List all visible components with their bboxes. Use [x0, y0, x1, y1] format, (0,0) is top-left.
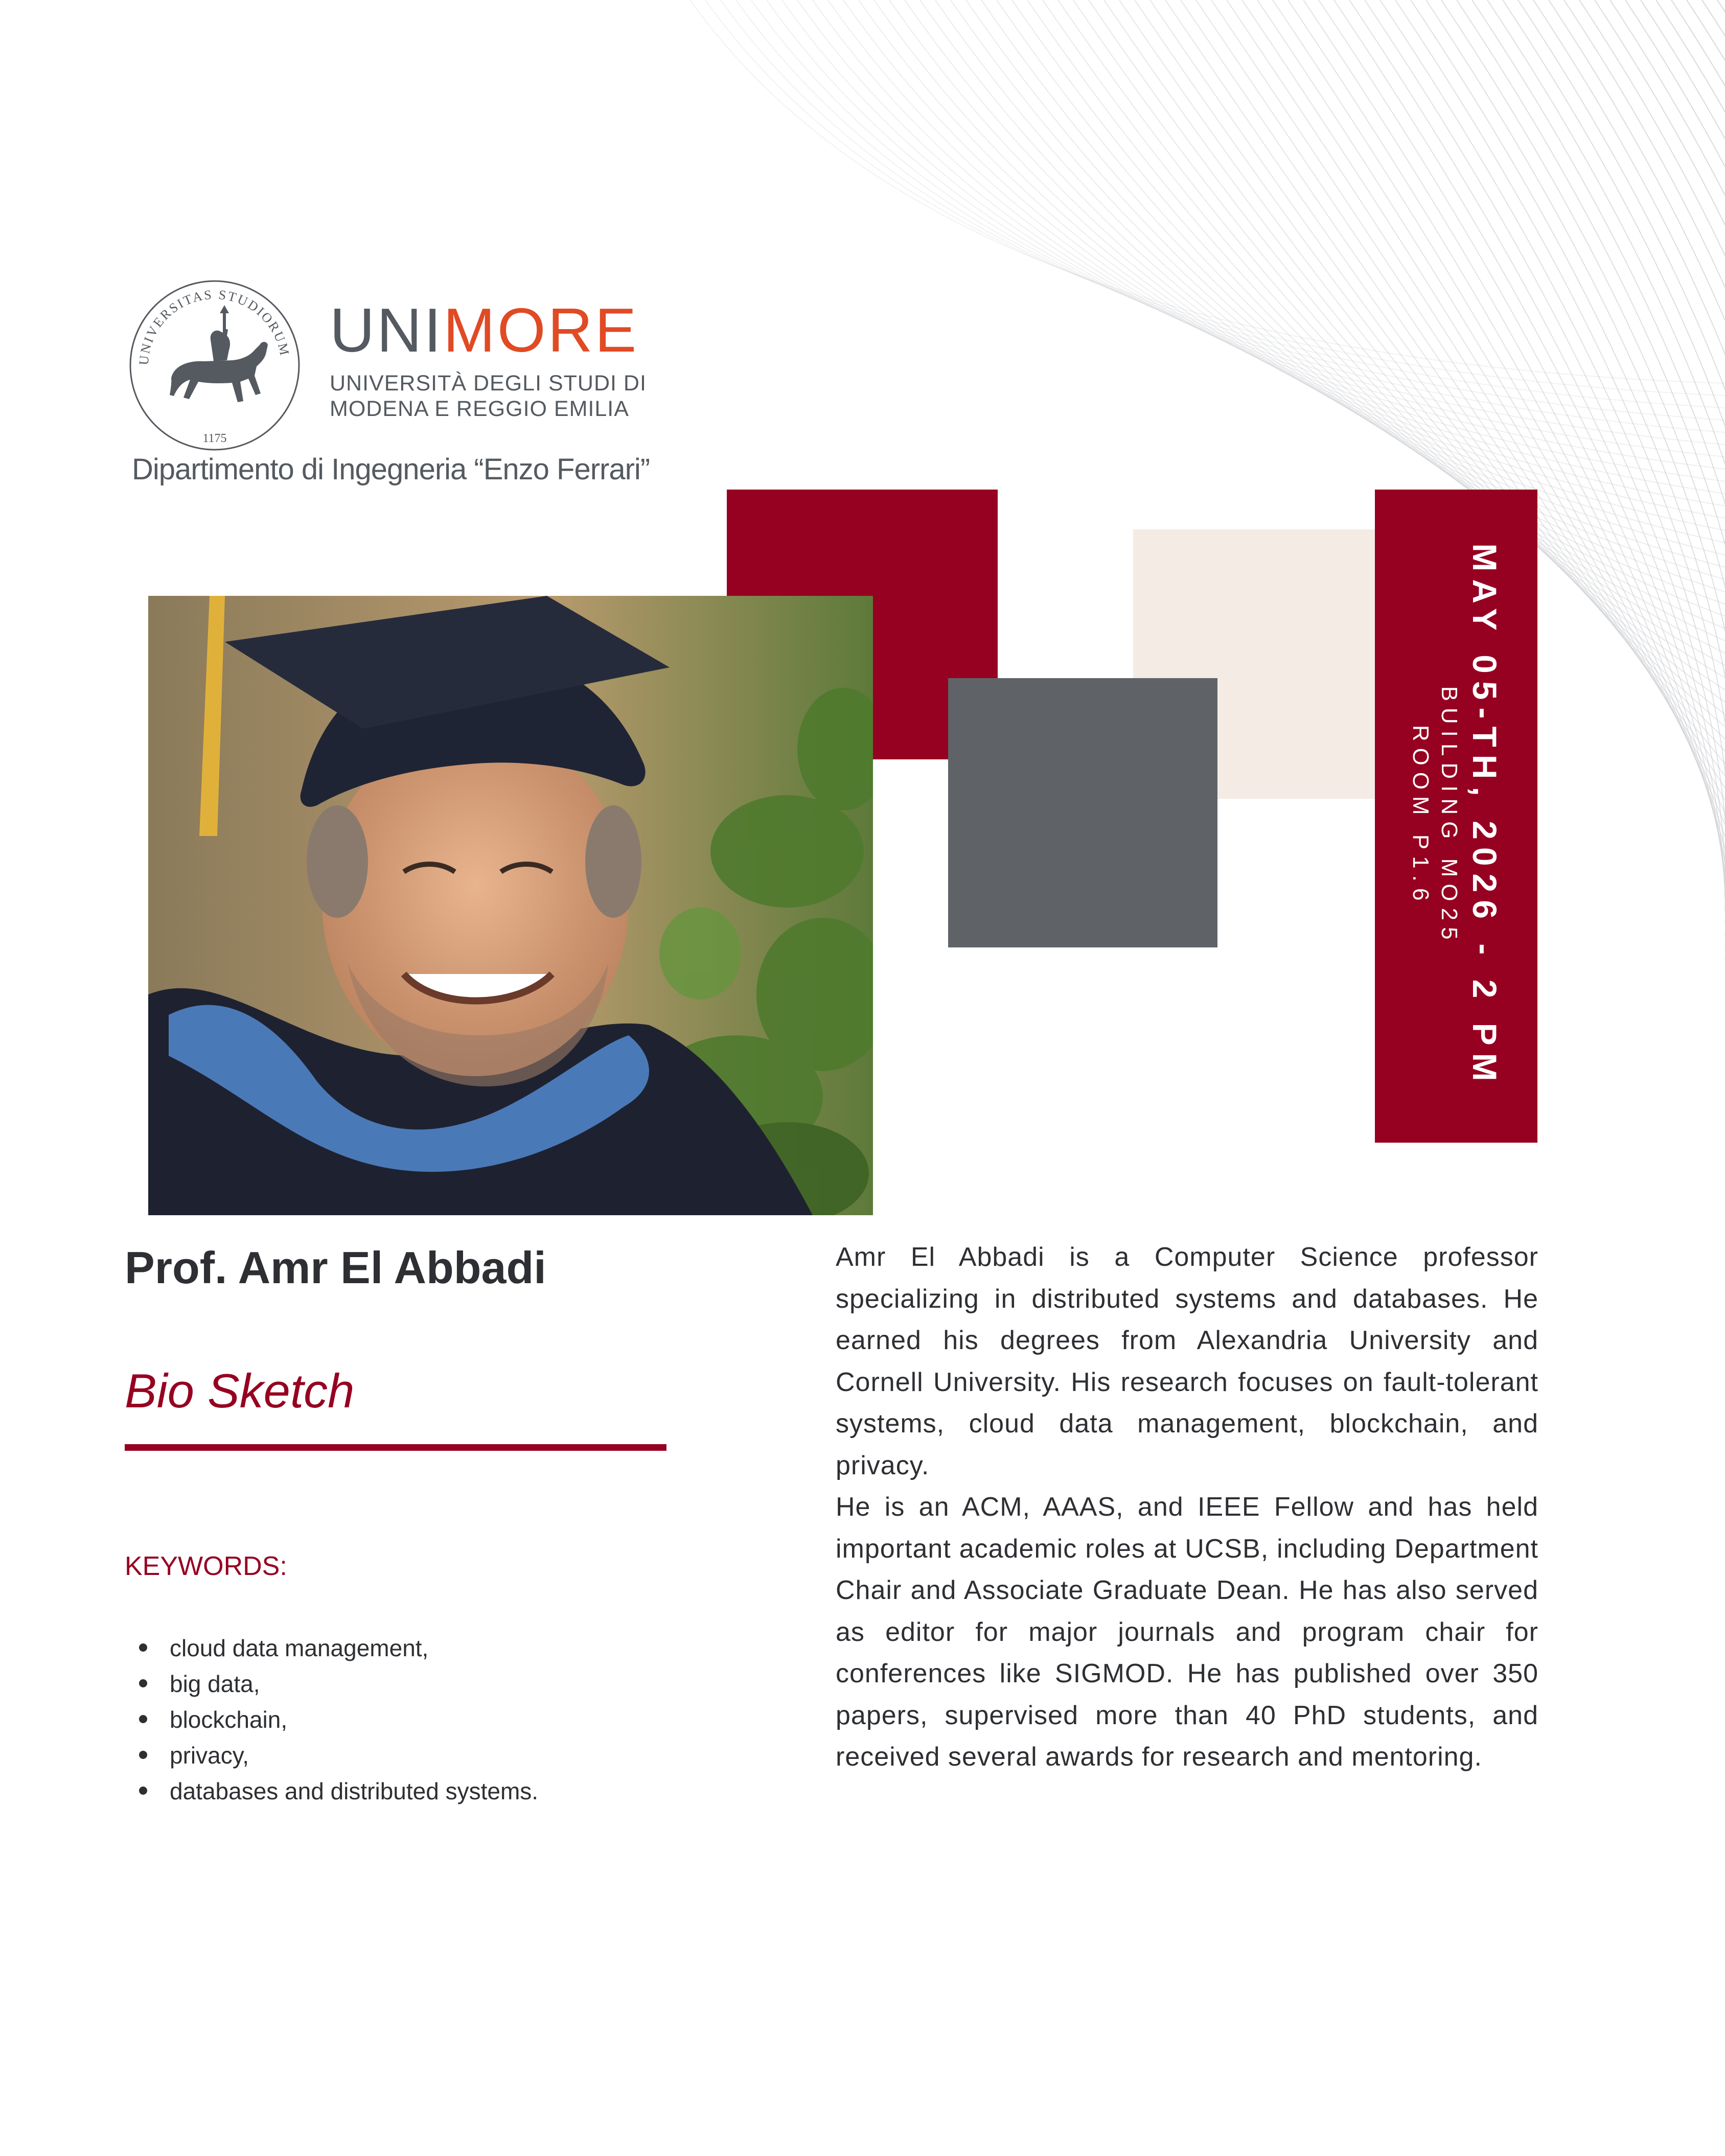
- keyword-item: privacy,: [125, 1737, 538, 1773]
- university-name: [330, 370, 647, 422]
- keyword-item: blockchain,: [125, 1702, 538, 1737]
- keyword-item: databases and distributed systems.: [125, 1773, 538, 1809]
- university-name-line1: UNIVERSITÀ DEGLI STUDI DI: [330, 371, 647, 396]
- bio-paragraph-1: Amr El Abbadi is a Computer Science professor specializing in distributed systems and databases. He earned his degrees from Alexandria University and Cornell University. His research focuses on fault-tolerant systems, cloud data management, blockchain, and privacy.: [836, 1242, 1538, 1480]
- keywords-heading: KEYWORDS:: [125, 1551, 287, 1581]
- speaker-portrait: [148, 596, 873, 1215]
- department-name: Dipartimento di Ingegneria “Enzo Ferrari”: [132, 453, 650, 486]
- svg-text:1175: 1175: [202, 432, 227, 445]
- bio-paragraph-2: He is an ACM, AAAS, and IEEE Fellow and has held important academic roles at UCSB, including Department Chair and Associate Graduate Dean. He has also served as editor for major journals and program chair for conferences like SIGMOD. He has published over 350 papers, supervised more than 40 PhD students, and received several awards for research and mentoring.: [836, 1492, 1538, 1772]
- speaker-name: Prof. Amr El Abbadi: [125, 1242, 546, 1293]
- bio-heading-underline: [125, 1444, 666, 1451]
- svg-text:UNIVERSITAS STUDIORUM MUTINENS: UNIVERSITAS STUDIORUM: [136, 287, 293, 366]
- keyword-item: big data,: [125, 1666, 538, 1702]
- event-details-bar: [1375, 490, 1537, 1143]
- university-name-line2: MODENA E REGGIO EMILIA: [330, 397, 629, 421]
- university-seal-icon: [123, 273, 307, 457]
- keywords-list: [125, 1630, 538, 1809]
- event-building: BUILDING MO25: [1437, 686, 1462, 946]
- event-room: ROOM P1.6: [1408, 725, 1433, 908]
- event-date-time: MAY 05-TH, 2026 - 2 PM: [1466, 543, 1504, 1089]
- bio-text: [836, 1237, 1538, 1778]
- keyword-item: cloud data management,: [125, 1630, 538, 1666]
- brand-wordmark: UNIMORE: [330, 295, 639, 365]
- decorative-gray-block: [948, 678, 1217, 947]
- bio-heading: Bio Sketch: [125, 1364, 355, 1418]
